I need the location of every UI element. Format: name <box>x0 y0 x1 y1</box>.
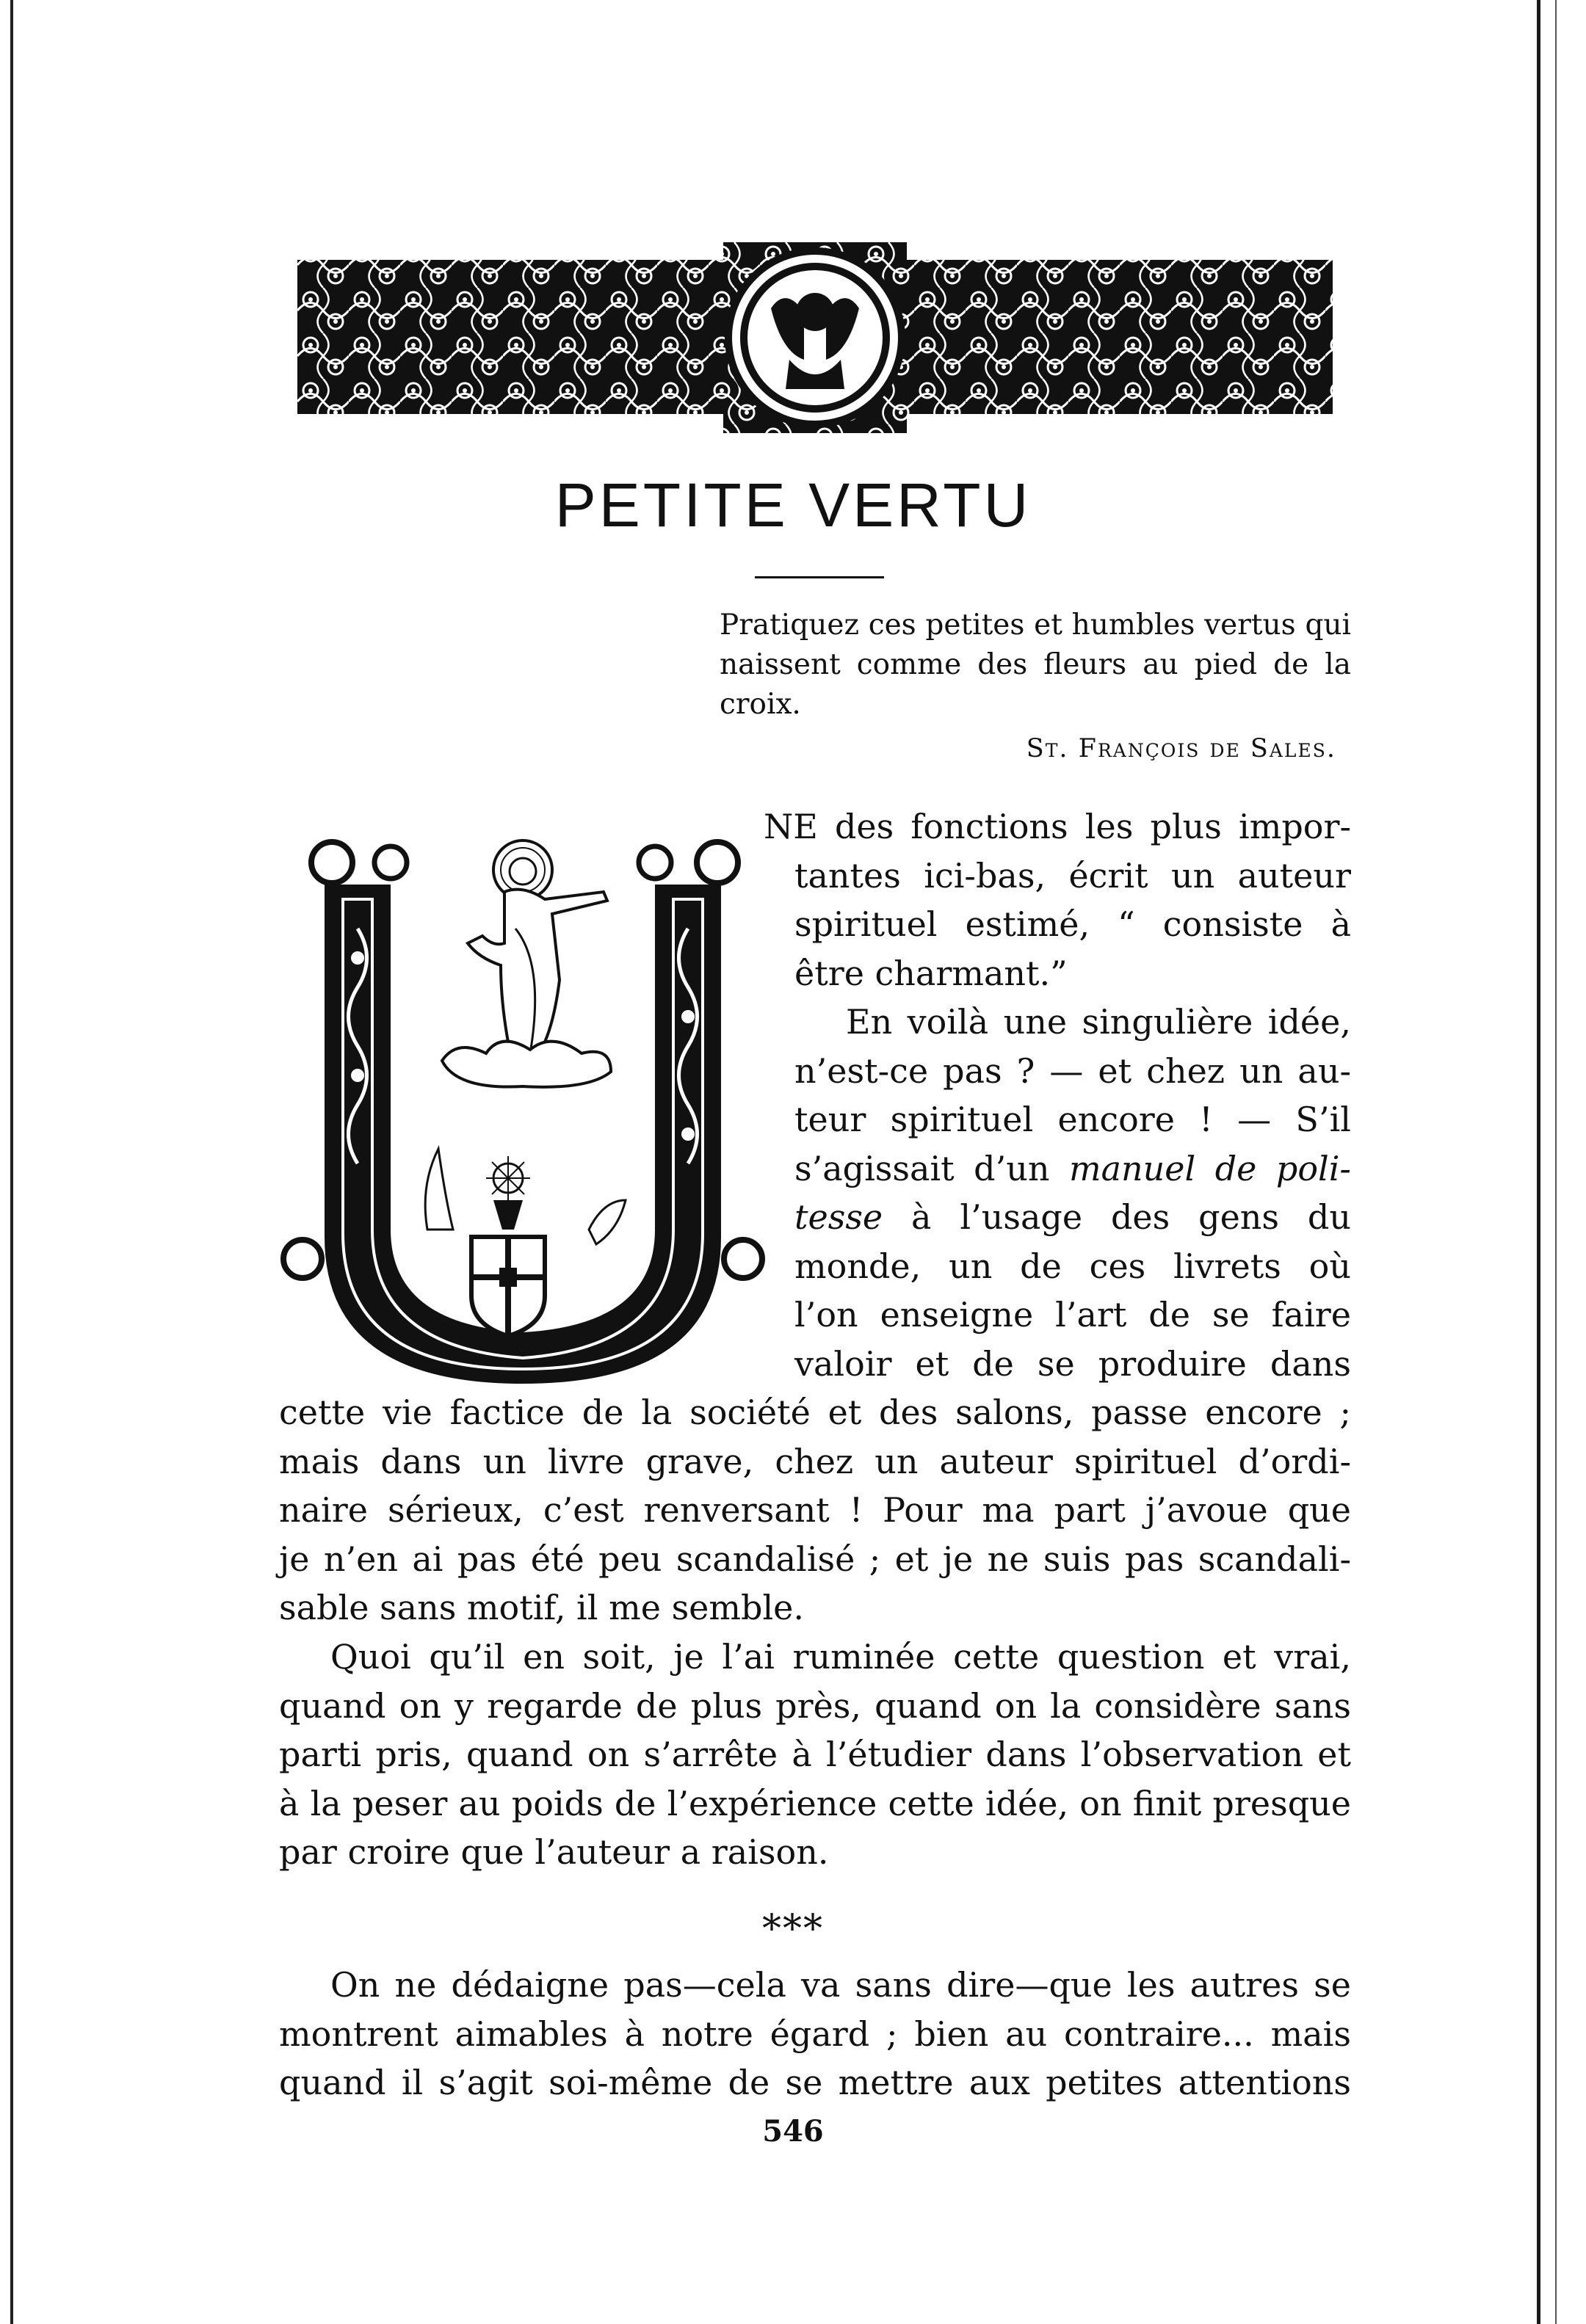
text-line: quand on y regarde de plus près, quand on la considère sans <box>279 1685 1351 1726</box>
page-title: PETITE VERTU <box>554 471 1032 540</box>
text-line: spirituel estimé, “ consiste à <box>794 904 1351 944</box>
text-line: Quoi qu’il en soit, je l’ai ruminée cette question et vrai, <box>330 1637 1351 1677</box>
text-span: à l’usage des gens du <box>883 1197 1351 1237</box>
paragraph-3 <box>279 1633 1351 1877</box>
decorated-initial-u <box>280 818 765 1391</box>
title-rule <box>755 576 884 578</box>
epigraph: Pratiquez ces petites et humbles vertus qui naissent comme des fleurs au pied de la croix. <box>720 609 1351 721</box>
text-line: monde, un de ces livrets où <box>794 1246 1351 1286</box>
text-line <box>794 1144 1351 1194</box>
text-line: cette vie factice de la société et des salons, passe encore ; <box>279 1392 1351 1432</box>
page-number: 546 <box>762 2114 824 2149</box>
section-separator: *** <box>762 1907 824 1951</box>
text-line: valoir et de se produire dans <box>794 1343 1351 1384</box>
text-line: tantes ici-bas, écrit un auteur <box>794 855 1351 896</box>
paragraph-2-wide <box>279 1388 1351 1633</box>
ornamental-headpiece <box>297 242 1333 433</box>
text-line: On ne dédaigne pas—cela va sans dire—que les autres se <box>330 1965 1351 2005</box>
paragraph-1 <box>764 802 1351 998</box>
page-edge-right-inner <box>1555 0 1557 2324</box>
page-edge-left <box>10 0 13 2324</box>
text-line: montrent aimables à notre égard ; bien au contraire... mais <box>279 2013 1351 2054</box>
text-line: naire sérieux, c’est renversant ! Pour ma part j’avoue que <box>279 1490 1351 1530</box>
text-span: s’agissait d’un <box>794 1148 1069 1188</box>
text-line: par croire que l’auteur a raison. <box>279 1832 829 1872</box>
text-line: être charmant.” <box>794 953 1068 993</box>
paragraph-4 <box>279 1961 1351 2107</box>
italic-title: manuel de poli- <box>1068 1148 1351 1188</box>
text-line: n’est-ce pas ? — et chez un au- <box>794 1050 1351 1091</box>
text-line: sable sans motif, il me semble. <box>279 1588 805 1627</box>
italic-title: tesse <box>794 1197 883 1237</box>
paragraph-2-narrow <box>794 998 1351 1388</box>
text-line: mais dans un livre grave, chez un auteur spirituel d’ordi- <box>279 1441 1351 1481</box>
page-edge-right <box>1537 0 1540 2324</box>
text-line: parti pris, quand on s’arrête à l’étudier dans l’observation et <box>279 1735 1351 1774</box>
text-line: En voilà une singulière idée, <box>846 1002 1351 1042</box>
text-line: à la peser au poids de l’expérience cette idée, on finit presque <box>279 1783 1351 1823</box>
text-line: l’on enseigne l’art de se faire <box>794 1295 1351 1335</box>
text-line <box>794 1193 1351 1242</box>
text-line: quand il s’agit soi-même de se mettre aux petites attentions <box>279 2063 1351 2102</box>
text-line: je n’en ai pas été peu scandalisé ; et je ne suis pas scandali- <box>279 1539 1351 1579</box>
epigraph-author: St. François de Sales. <box>1026 734 1336 763</box>
text-line: teur spirituel encore ! — S’il <box>794 1100 1351 1139</box>
text-line: NE des fonctions les plus impor- <box>764 807 1351 846</box>
